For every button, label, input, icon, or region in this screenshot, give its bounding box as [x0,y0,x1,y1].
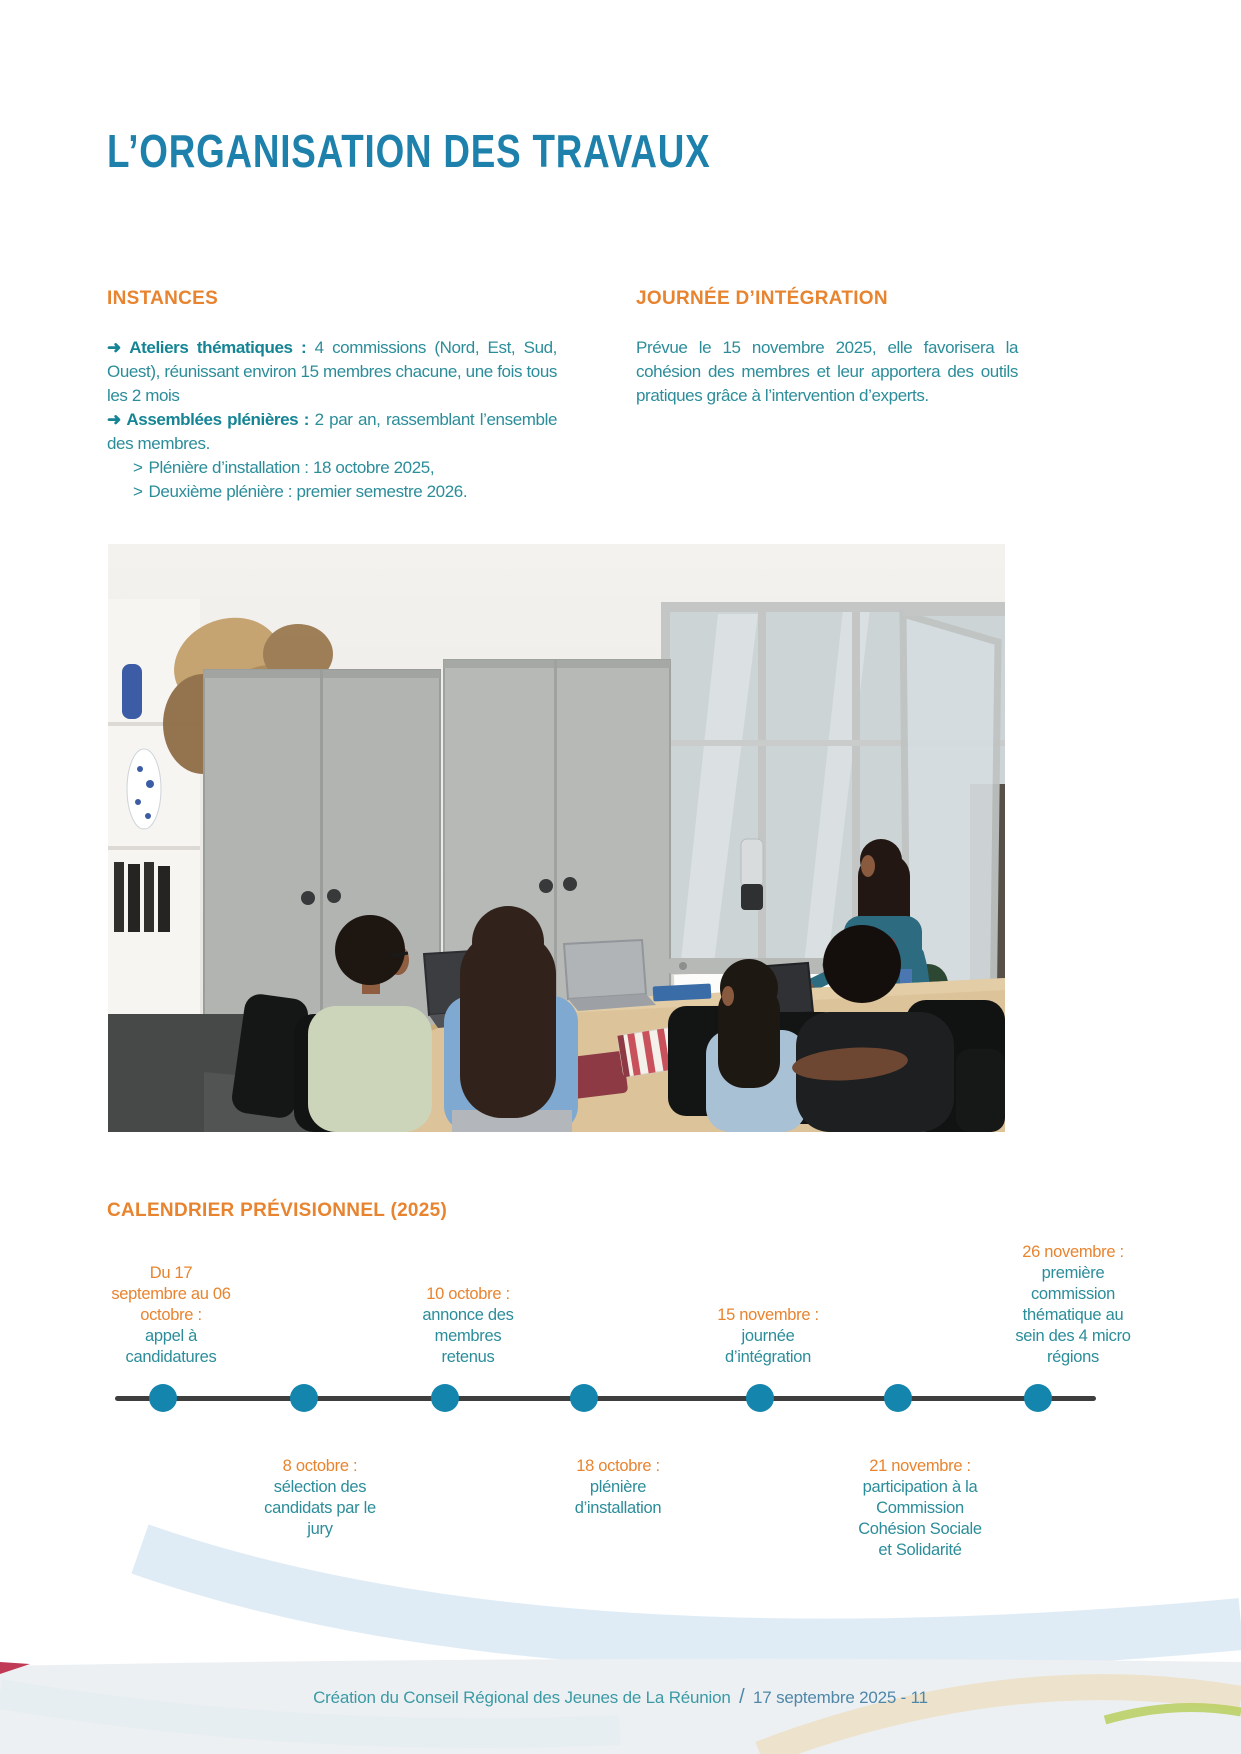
milestone-label: sélection des candidats par le jury [264,1478,376,1538]
instances-subitem [107,480,557,504]
integration-heading: JOURNÉE D’INTÉGRATION [636,288,888,309]
instances-item-text: 2 par an, rassemblant l’ensemble des membres. [107,410,558,453]
timeline-dot [570,1384,598,1412]
section-instances [107,288,557,504]
footer-decoration [0,1494,1241,1754]
arrow-bullet-icon: ➜ [107,338,121,357]
timeline-milestone [712,1305,824,1368]
integration-body: Prévue le 15 novembre 2025, elle favorisera la cohésion des membres et leur apportera des outils pratiques grâce à l’intervention d’experts. [636,338,1018,405]
timeline-dot [746,1384,774,1412]
instances-body [107,336,557,504]
milestone-label: plénière d’installation [574,1478,662,1517]
footer-page-info: 17 septembre 2025 - 11 [753,1688,928,1707]
instances-item-text: 4 commissions (Nord, Est, Sud, Ouest), réunissant environ 15 membres chacune, une fois tous les 2 mois [107,338,557,405]
meeting-photo-illustration [108,544,1005,1132]
milestone-label: appel à candidatures [125,1327,217,1366]
milestone-date: Du 17 septembre au 06 octobre : [111,1264,231,1324]
timeline-dot [1024,1384,1052,1412]
milestone-label: participation à la Commission Cohésion Sociale et Solidarité [858,1478,982,1559]
milestone-date: 26 novembre : [1022,1243,1124,1261]
subitem-text: Plénière d’installation : 18 octobre 2025, [148,458,435,477]
instances-item-lead: Assemblées plénières : [126,410,310,429]
chevron-marker: > [133,482,143,501]
milestone-date: 8 octobre : [282,1457,358,1475]
timeline-dot [149,1384,177,1412]
meeting-room-photo [108,544,1005,1132]
timeline-milestone [416,1284,520,1368]
footer-separator: / [739,1686,745,1708]
footer-document-title: Création du Conseil Régional des Jeunes de La Réunion [313,1688,731,1707]
timeline-dot [431,1384,459,1412]
instances-subitem [107,456,557,480]
timeline-milestone [110,1263,232,1368]
section-integration [636,288,1018,408]
timeline-milestone [1008,1242,1138,1368]
calendar-heading: CALENDRIER PRÉVISIONNEL (2025) [107,1200,448,1221]
arrow-bullet-icon: ➜ [107,410,121,429]
timeline-line [115,1396,1096,1401]
milestone-label: annonce des membres retenus [422,1306,514,1366]
milestone-date: 18 octobre : [576,1457,660,1475]
timeline-dot [290,1384,318,1412]
milestone-date: 15 novembre : [717,1306,819,1324]
footer [0,1686,1241,1709]
milestone-date: 21 novembre : [869,1457,971,1475]
sanitizer-dispenser [741,839,763,910]
milestone-date: 10 octobre : [426,1285,510,1303]
timeline-dot [884,1384,912,1412]
instances-item-lead: Ateliers thématiques : [129,338,307,357]
milestone-label: première commission thématique au sein des 4 micro régions [1015,1264,1131,1366]
instances-heading: INSTANCES [107,288,219,309]
page-title: L’ORGANISATION DES TRAVAUX [107,125,711,177]
milestone-label: journée d’intégration [725,1327,811,1366]
chevron-marker: > [133,458,143,477]
subitem-text: Deuxième plénière : premier semestre 2026. [148,482,468,501]
